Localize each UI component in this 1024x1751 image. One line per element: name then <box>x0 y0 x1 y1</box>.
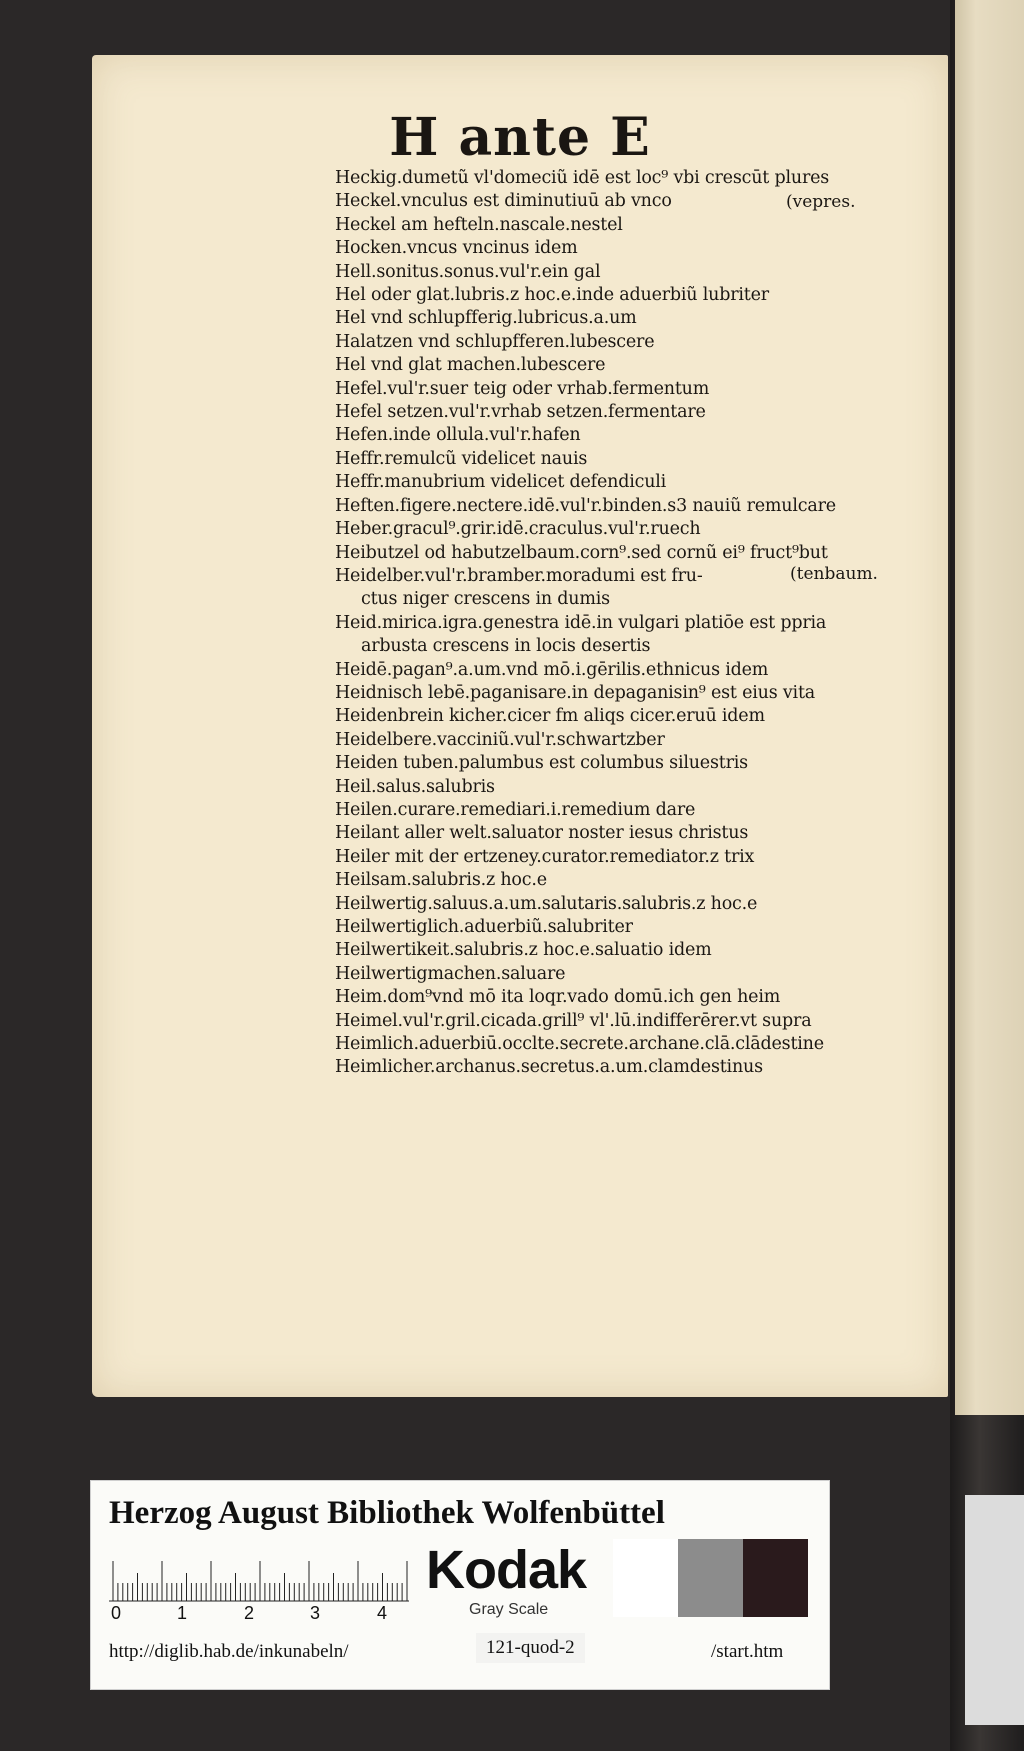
entry-line: Heimlicher.archanus.secretus.a.um.clamdestinus <box>335 1057 763 1078</box>
entry-line: arbusta crescens in locis desertis <box>361 636 651 657</box>
entry-line: Hel vnd glat machen.lubescere <box>335 355 606 376</box>
entry-line: Hell.sonitus.sonus.vul'r.ein gal <box>335 261 601 282</box>
note-vepres: (vepres. <box>786 192 856 212</box>
entry-line: Heilwertiglich.aduerbiũ.salubriter <box>335 917 633 937</box>
entry-line: Heckel.vnculus est diminutiuū ab vnco <box>335 191 672 212</box>
ruler-scale <box>109 1551 409 1621</box>
entry-line: Heiden tuben.palumbus est columbus siluestris <box>335 753 748 774</box>
entry-line: Heilen.curare.remediari.i.remedium dare <box>335 799 696 820</box>
entry-line: Heidenbrein kicher.cicer fm aliqs cicer.eruū idem <box>335 706 765 727</box>
entry-line: Heid.mirica.igra.genestra idē.in vulgari platiōe est ppria <box>335 612 827 633</box>
url-left: http://diglib.hab.de/inkunabeln/ <box>109 1641 349 1662</box>
entry-line: Heilwertig.saluus.a.um.salutaris.salubris.z hoc.e <box>335 893 758 914</box>
ruler-number: 2 <box>244 1603 255 1623</box>
url-right: /start.htm <box>711 1641 784 1662</box>
ruler-number: 1 <box>177 1603 188 1623</box>
gray-patch-dark <box>743 1539 808 1617</box>
entry-line: Heidē.pagan⁹.a.um.vnd mō.i.gērilis.ethnicus idem <box>335 659 769 680</box>
note-tenbaum: (tenbaum. <box>790 564 878 584</box>
entry-line: Hel oder glat.lubris.z hoc.e.inde aduerbiũ lubriter <box>335 285 769 306</box>
entry-line: Heimel.vul'r.gril.cicada.grill⁹ vl'.lū.indifferērer.vt supra <box>335 1010 812 1031</box>
adjacent-page-edge <box>955 0 1024 1415</box>
kodak-logo: Kodak <box>426 1540 587 1600</box>
url-mid: 121-quod-2 <box>476 1633 585 1663</box>
gray-patch-mid <box>678 1539 743 1617</box>
page-heading: H ante E <box>389 107 651 168</box>
entry-line: Heidelber.vul'r.bramber.moradumi est fru- <box>335 565 703 586</box>
gray-patch-white <box>613 1539 678 1617</box>
entry-line: Heimlich.aduerbiū.occlte.secrete.archane.clā.clādestine <box>335 1034 824 1055</box>
library-title: Herzog August Bibliothek Wolfenbüttel <box>109 1495 665 1531</box>
ruler-number: 3 <box>310 1603 321 1623</box>
entry-line: Hefen.inde ollula.vul'r.hafen <box>335 425 581 446</box>
entry-line: Hocken.vncus vncinus idem <box>335 238 578 259</box>
entry-line: Heiler mit der ertzeney.curator.remediator.z trix <box>335 846 755 867</box>
entry-line: Heften.figere.nectere.idē.vul'r.binden.s3 nauiũ remulcare <box>335 495 836 516</box>
entry-line: Heckel am hefteln.nascale.nestel <box>335 214 623 235</box>
entry-line: Heim.dom⁹vnd mō ita loqr.vado domū.ich gen heim <box>335 987 781 1008</box>
entry-line: Hefel.vul'r.suer teig oder vrhab.fermentum <box>335 378 710 399</box>
entry-line: Heber.gracul⁹.grir.idē.craculus.vul'r.ruech <box>335 519 701 540</box>
entry-line: Heffr.remulcũ videlicet nauis <box>335 448 588 469</box>
entry-line: Heil.salus.salubris <box>335 776 495 797</box>
ruler-number: 4 <box>377 1603 388 1623</box>
entry-line: Heilsam.salubris.z hoc.e <box>335 870 547 891</box>
entry-line: Heckig.dumetũ vl'domeciũ idē est loc⁹ vbi crescūt plures <box>335 168 830 188</box>
entry-line: Halatzen vnd schlupfferen.lubescere <box>335 331 655 352</box>
entry-line: Heffr.manubrium videlicet defendiculi <box>335 472 667 493</box>
adjacent-card-edge <box>965 1495 1024 1725</box>
entry-line: Heilant aller welt.saluator noster iesus christus <box>335 823 749 844</box>
entry-line: Hefel setzen.vul'r.vrhab setzen.fermentare <box>335 402 706 423</box>
entry-line: ctus niger crescens in dumis <box>361 589 610 610</box>
manuscript-page <box>92 55 948 1397</box>
entry-line: Heilwertikeit.salubris.z hoc.e.saluatio idem <box>335 940 712 961</box>
gray-scale-label: Gray Scale <box>469 1601 549 1618</box>
calibration-card <box>90 1480 830 1690</box>
entry-line: Heibutzel od habutzelbaum.corn⁹.sed cornũ ei⁹ fruct⁹but <box>335 542 828 563</box>
ruler-number: 0 <box>111 1603 122 1623</box>
entry-line: Heidelbere.vacciniũ.vul'r.schwartzber <box>335 729 665 750</box>
entry-line: Heilwertigmachen.saluare <box>335 963 566 984</box>
dictionary-entries <box>335 167 925 1080</box>
entry-line: Hel vnd schlupfferig.lubricus.a.um <box>335 308 637 329</box>
entry-line: Heidnisch lebē.paganisare.in depaganisin⁹ est eius vita <box>335 682 816 703</box>
